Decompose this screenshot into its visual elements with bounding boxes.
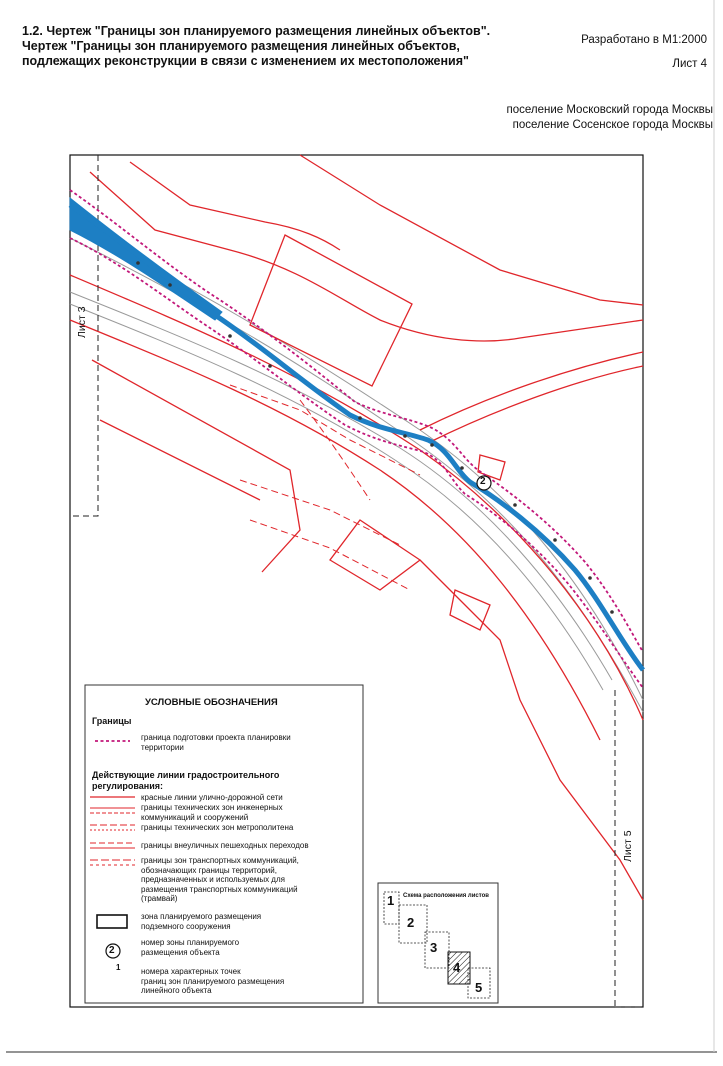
scheme-title: Схема расположения листов <box>403 893 489 899</box>
legend-item-zone-number: номер зоны планируемого размещения объекта <box>141 938 240 957</box>
adjacent-sheet-right-label: Лист 5 <box>622 830 634 862</box>
legend-group-regulation: Действующие линии градостроительного регулирования: <box>92 770 280 791</box>
legend-item-transport: границы зон транспортных коммуникаций, обозначающих границы территорий, предназначенных и используемых для размещения транспортных коммуникаций (трамвай) <box>141 856 299 903</box>
legend-item-red-lines: красные линии улично-дорожной сети <box>141 793 283 802</box>
scheme-sheet-4: 4 <box>453 960 461 975</box>
legend-group-boundaries: Границы <box>92 716 132 726</box>
legend-title: УСЛОВНЫЕ ОБОЗНАЧЕНИЯ <box>145 697 278 708</box>
legend-zone-number-symbol: 2 <box>109 945 115 956</box>
settlement-sosenskoe: поселение Сосенское города Москвы <box>512 119 713 131</box>
legend-item-project-boundary: граница подготовки проекта планировки территории <box>141 733 291 752</box>
legend-item-pedestrian: границы внеуличных пешеходных переходов <box>141 841 309 850</box>
sheet-label: Лист 4 <box>672 58 707 70</box>
legend-item-tech-zones: границы технических зон инженерных коммуникаций и сооружений <box>141 803 283 822</box>
legend-item-points: номера характерных точек границ зон планируемого размещения линейного объекта <box>141 967 285 995</box>
zone-number-label: 2 <box>480 476 486 487</box>
scheme-sheet-5: 5 <box>475 980 483 995</box>
scheme-sheet-2: 2 <box>407 915 415 930</box>
title-line-3: подлежащих реконструкции в связи с изменением их местоположения" <box>22 54 469 68</box>
legend-points-symbol: 1 <box>116 963 121 972</box>
legend-sym-zone <box>97 915 127 928</box>
settlement-moskovsky: поселение Московский города Москвы <box>506 104 713 116</box>
scheme-sheet-3: 3 <box>430 940 438 955</box>
scale-label: Разработано в М1:2000 <box>581 34 707 46</box>
title-line-2: Чертеж "Границы зон планируемого размещения линейных объектов, <box>22 39 460 53</box>
legend-item-metro: границы технических зон метрополитена <box>141 823 294 832</box>
title-line-1: 1.2. Чертеж "Границы зон планируемого размещения линейных объектов". <box>22 24 491 38</box>
adjacent-sheet-left-label: Лист 3 <box>76 306 88 338</box>
scheme-sheet-1: 1 <box>387 893 395 908</box>
legend-item-zone: зона планируемого размещения подземного сооружения <box>141 912 262 931</box>
